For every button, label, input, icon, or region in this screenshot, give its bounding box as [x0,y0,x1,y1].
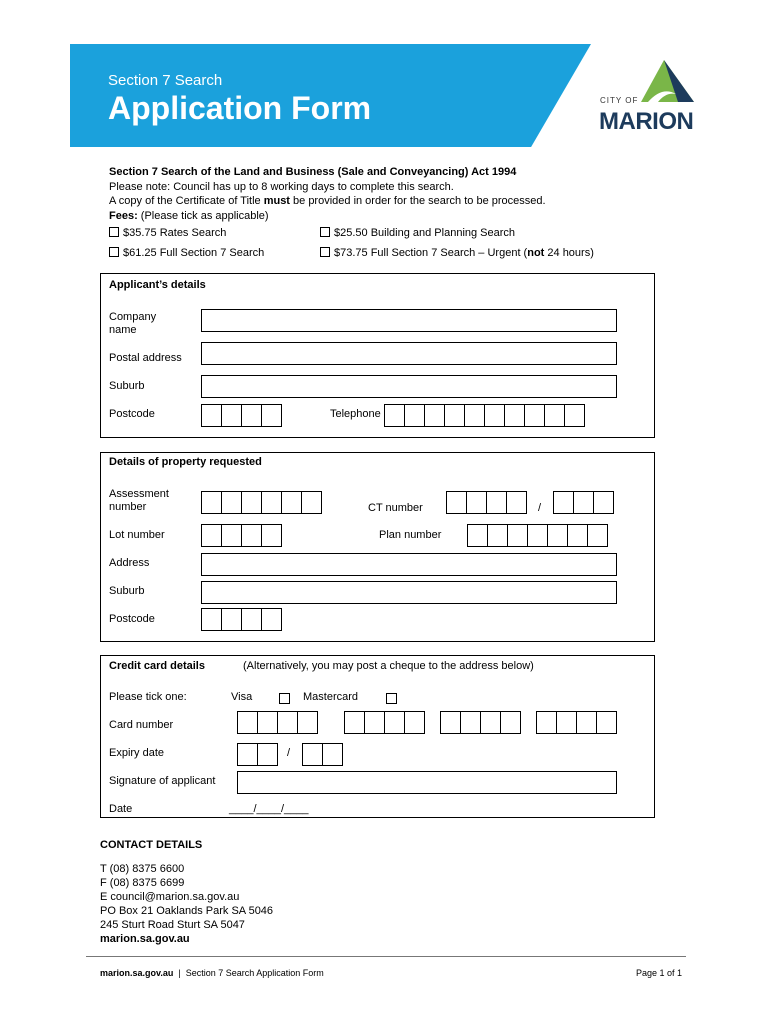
digit-cell[interactable] [261,404,282,427]
footer-site: marion.sa.gov.au [100,968,174,978]
assessment-cells[interactable] [201,491,321,514]
contact-heading: CONTACT DETAILS [100,839,203,851]
expiry-year-cells[interactable] [302,743,342,766]
digit-cell[interactable] [460,711,481,734]
plan-number-label: Plan number [379,529,442,541]
form-subtitle: Section 7 Search [108,72,223,89]
digit-cell[interactable] [384,711,405,734]
ct-number-label: CT number [368,502,423,514]
fee-option-full[interactable]: $61.25 Full Section 7 Search [109,247,264,259]
digit-cell[interactable] [464,404,485,427]
digit-cell[interactable] [301,491,322,514]
digit-cell[interactable] [444,404,465,427]
fees-line: Fees: (Please tick as applicable) [109,209,269,222]
digit-cell[interactable] [257,743,278,766]
contact-details [100,838,273,946]
checkbox[interactable] [109,247,119,257]
postal-address-label: Postal address [109,352,182,364]
property-heading: Details of property requested [109,456,262,468]
postal-address-field[interactable] [201,342,617,365]
digit-cell[interactable] [281,491,302,514]
digit-cell[interactable] [257,711,278,734]
digit-cell[interactable] [593,491,614,514]
digit-cell[interactable] [221,608,242,631]
applicant-heading: Applicant’s details [109,279,206,291]
digit-cell[interactable] [547,524,568,547]
digit-cell[interactable] [504,404,525,427]
digit-cell[interactable] [567,524,588,547]
digit-cell[interactable] [467,524,488,547]
digit-cell[interactable] [500,711,521,734]
title-note-line: A copy of the Certificate of Title must be provided in order for the search to be processed. [109,195,546,207]
intro-text [109,165,546,223]
digit-cell[interactable] [527,524,548,547]
expiry-slash: / [287,747,291,759]
digit-cell[interactable] [466,491,487,514]
card-number-group-1[interactable] [237,711,317,734]
digit-cell[interactable] [404,404,425,427]
expiry-month-cells[interactable] [237,743,277,766]
ct-slash: / [538,502,542,514]
digit-cell[interactable] [544,404,565,427]
company-name-field[interactable] [201,309,617,332]
digit-cell[interactable] [384,404,405,427]
digit-cell[interactable] [536,711,557,734]
card-number-group-2[interactable] [344,711,424,734]
contact-fax: F (08) 8375 6699 [100,877,185,889]
contact-email[interactable]: E council@marion.sa.gov.au [100,891,240,903]
page-number: Page 1 of 1 [636,968,683,978]
digit-cell[interactable] [237,743,258,766]
form-title: Application Form [108,90,372,126]
digit-cell[interactable] [322,743,343,766]
property-suburb-label: Suburb [109,585,145,597]
digit-cell[interactable] [221,524,242,547]
fee-option-rates[interactable]: $35.75 Rates Search [109,227,226,239]
contact-phone: T (08) 8375 6600 [100,863,185,875]
contact-po-box: PO Box 21 Oaklands Park SA 5046 [100,905,274,917]
footer-text [100,968,324,978]
digit-cell[interactable] [486,491,507,514]
contact-street: 245 Sturt Road Sturt SA 5047 [100,919,245,931]
property-postcode-cells[interactable] [201,608,281,631]
cheque-note: (Alternatively, you may post a cheque to the address below) [243,660,534,672]
digit-cell[interactable] [241,608,262,631]
card-number-label: Card number [109,719,174,731]
digit-cell[interactable] [201,524,222,547]
ct-folio-cells[interactable] [553,491,613,514]
digit-cell[interactable] [344,711,365,734]
digit-cell[interactable] [302,743,323,766]
mastercard-label: Mastercard [303,691,359,703]
digit-cell[interactable] [277,711,298,734]
telephone-label: Telephone [330,408,381,420]
marion-logo [598,58,694,136]
visa-checkbox[interactable] [279,693,290,704]
postcode-cells[interactable] [201,404,281,427]
digit-cell[interactable] [241,491,262,514]
logo-name: MARION [599,108,694,135]
digit-cell[interactable] [564,404,585,427]
digit-cell[interactable] [484,404,505,427]
digit-cell[interactable] [201,608,222,631]
fee-option-urgent[interactable]: $73.75 Full Section 7 Search – Urgent (not 24 hours) [320,247,594,259]
property-section [100,452,655,642]
checkbox[interactable] [109,227,119,237]
date-label: Date [109,803,133,815]
digit-cell[interactable] [487,524,508,547]
telephone-cells[interactable] [384,404,584,427]
tick-one-label: Please tick one: [109,691,187,703]
digit-cell[interactable] [237,711,258,734]
digit-cell[interactable] [221,491,242,514]
credit-card-heading: Credit card details [109,660,205,672]
address-label: Address [109,557,150,569]
suburb-field[interactable] [201,375,617,398]
property-postcode-label: Postcode [109,613,155,625]
property-address-field[interactable] [201,553,617,576]
digit-cell[interactable] [424,404,445,427]
digit-cell[interactable] [241,404,262,427]
digit-cell[interactable] [364,711,385,734]
digit-cell[interactable] [480,711,501,734]
footer-divider [86,956,686,957]
ct-volume-cells[interactable] [446,491,526,514]
act-heading: Section 7 Search of the Land and Business (Sale and Conveyancing) Act 1994 [109,166,517,178]
digit-cell[interactable] [506,491,527,514]
digit-cell[interactable] [576,711,597,734]
digit-cell[interactable] [297,711,318,734]
digit-cell[interactable] [241,524,262,547]
contact-website[interactable]: marion.sa.gov.au [100,933,190,945]
signature-label: Signature of applicant [109,775,216,787]
card-number-group-3[interactable] [440,711,520,734]
digit-cell[interactable] [587,524,608,547]
checkbox[interactable] [320,247,330,257]
date-field[interactable]: ____/____/____ [229,803,309,815]
digit-cell[interactable] [507,524,528,547]
digit-cell[interactable] [261,524,282,547]
digit-cell[interactable] [553,491,574,514]
assessment-label: Assessment number [109,488,169,513]
mastercard-checkbox[interactable] [386,693,397,704]
expiry-date-label: Expiry date [109,747,165,759]
digit-cell[interactable] [404,711,425,734]
lot-number-cells[interactable] [201,524,281,547]
company-label: Company name [109,311,157,336]
digit-cell[interactable] [221,404,242,427]
digit-cell[interactable] [446,491,467,514]
digit-cell[interactable] [201,491,222,514]
footer-doc-title: | Section 7 Search Application Form [173,968,324,978]
visa-label: Visa [231,691,253,703]
digit-cell[interactable] [261,491,282,514]
fee-option-building[interactable]: $25.50 Building and Planning Search [320,227,515,239]
note-line: Please note: Council has up to 8 working days to complete this search. [109,180,454,193]
digit-cell[interactable] [261,608,282,631]
digit-cell[interactable] [201,404,222,427]
signature-field[interactable] [237,771,617,794]
digit-cell[interactable] [556,711,577,734]
suburb-label: Suburb [109,380,145,392]
digit-cell[interactable] [573,491,594,514]
digit-cell[interactable] [596,711,617,734]
postcode-label: Postcode [109,408,155,420]
plan-number-cells[interactable] [467,524,607,547]
property-suburb-field[interactable] [201,581,617,604]
digit-cell[interactable] [524,404,545,427]
card-number-group-4[interactable] [536,711,616,734]
checkbox[interactable] [320,227,330,237]
lot-number-label: Lot number [109,529,165,541]
digit-cell[interactable] [440,711,461,734]
logo-city-of: CITY OF [600,96,639,105]
